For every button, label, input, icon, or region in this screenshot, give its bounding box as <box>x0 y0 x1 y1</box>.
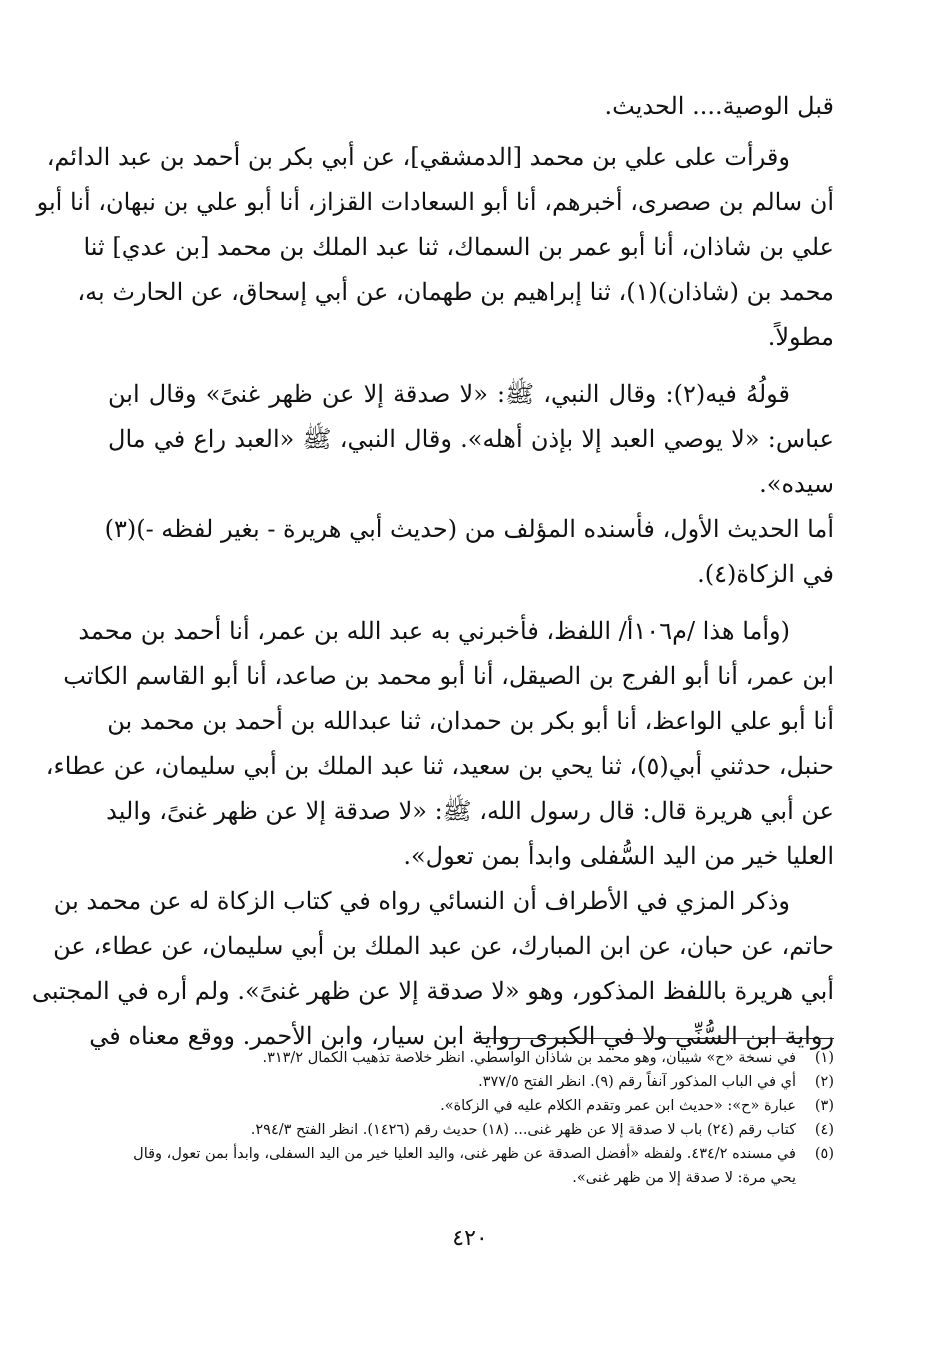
footnote-text: كتاب رقم (٢٤) باب لا صدقة إلا عن ظهر غنى... (١٨) حديث رقم (١٤٢٦). انظر الفتح ٢٩٤/٣. <box>250 1122 796 1138</box>
text-line: علي بن شاذان، أنا أبو عمر بن السماك، ثنا عبد الملك بن محمد [بن عدي] ثنا <box>83 233 834 261</box>
footnotes <box>108 1046 834 1190</box>
text-line: عباس: «لا يوصي العبد إلا بإذن أهله». وقال النبي، ﷺ «العبد راع في مال <box>108 425 834 453</box>
footnote-number: (٥) <box>814 1146 834 1162</box>
footnote-text: عبارة «ح»: «حديث ابن عمر وتقدم الكلام عليه في الزكاة». <box>440 1098 796 1114</box>
text-line: ابن عمر، أنا أبو الفرج بن الصيقل، أنا أبو محمد بن صاعد، أنا أبو القاسم الكاتب <box>63 662 834 690</box>
footnote <box>108 1070 834 1094</box>
footnote-number: (٣) <box>814 1098 834 1114</box>
text-line: وذكر المزي في الأطراف أن النسائي رواه في كتاب الزكاة له عن محمد بن <box>53 887 790 915</box>
footnote <box>108 1094 834 1118</box>
text-line: حاتم، عن حبان، عن ابن المبارك، عن عبد الملك بن أبي سليمان، عن عطاء، عن <box>53 932 834 960</box>
footnote-number: (١) <box>814 1050 834 1066</box>
text-line: محمد بن (شاذان)(١)، ثنا إبراهيم بن طهمان، عن أبي إسحاق، عن الحارث به، <box>77 278 834 306</box>
text-line: أبي هريرة باللفظ المذكور، وهو «لا صدقة إلا عن ظهر غنىً». ولم أره في المجتبى <box>31 977 834 1005</box>
footnote-text: في نسخة «ح» شيبان، وهو محمد بن شاذان الواسطي. انظر خلاصة تذهيب الكمال ٣١٣/٢. <box>262 1050 796 1066</box>
text-line: حنبل، حدثني أبي(٥)، ثنا يحي بن سعيد، ثنا عبد الملك بن أبي سليمان، عن عطاء، <box>45 752 834 780</box>
text-line: (وأما هذا /م١٠٦أ/ اللفظ، فأخبرني به عبد الله بن عمر، أنا أحمد بن محمد <box>78 617 790 645</box>
footnote-text: أي في الباب المذكور آنفاً رقم (٩). انظر الفتح ٣٧٧/٥. <box>478 1074 796 1090</box>
footnote <box>108 1046 834 1070</box>
text-line: العليا خير من اليد السُّفلى وابدأ بمن تعول». <box>403 842 834 870</box>
text-line: مطولاً. <box>767 323 834 351</box>
text-line: أما الحديث الأول، فأسنده المؤلف من (حديث أبي هريرة - بغير لفظه -)(٣) <box>104 515 834 543</box>
text-line: أن سالم بن صصرى، أخبرهم، أنا أبو السعادات القزاز، أنا أبو علي بن نبهان، أنا أبو <box>36 188 834 216</box>
text-line: وقرأت على علي بن محمد [الدمشقي]، عن أبي بكر بن أحمد بن عبد الدائم، <box>46 143 790 171</box>
footnote-text: في مسنده ٤٣٤/٢. ولفظه «أفضل الصدقة عن ظهر غنى، واليد العليا خير من اليد السفلى، وابدأ بمن تعول، وقال يحي مرة: لا صدقة إلا من ظهر غنى». <box>133 1146 796 1186</box>
text-line: قبل الوصية.... الحديث. <box>604 92 834 120</box>
text-line: رواية ابن السُّنِّي ولا في الكبرى رواية ابن سيار، وابن الأحمر. ووقع معناه في <box>89 1022 834 1050</box>
footnote <box>108 1142 834 1190</box>
footnote-number: (٢) <box>814 1074 834 1090</box>
page-number: ٤٢٠ <box>452 1226 488 1251</box>
footnote-number: (٤) <box>814 1122 834 1138</box>
main-text <box>31 84 834 1059</box>
text-line: أنا أبو علي الواعظ، أنا أبو بكر بن حمدان، ثنا عبدالله بن أحمد بن محمد بن <box>107 707 834 735</box>
text-line: عن أبي هريرة قال: قال رسول الله، ﷺ: «لا صدقة إلا عن ظهر غنىً، واليد <box>106 797 834 825</box>
text-line: قولُهُ فيه(٢): وقال النبي، ﷺ: «لا صدقة إلا عن ظهر غنىً» وقال ابن <box>108 380 791 408</box>
text-line: سيده». <box>759 470 834 498</box>
footnote <box>108 1118 834 1142</box>
footnote-divider <box>474 1038 834 1039</box>
text-line: في الزكاة(٤). <box>697 560 834 588</box>
